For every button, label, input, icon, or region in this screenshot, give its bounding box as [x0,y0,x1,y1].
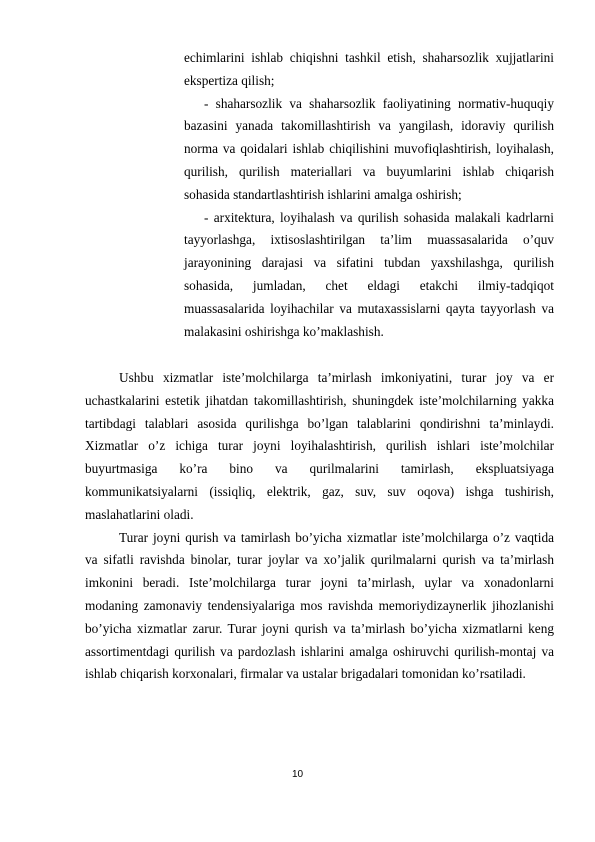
list-item: - shaharsozlik va shaharsozlik faoliyatining normativ-huquqiy bazasini yanada takomillashtirish va yangilash, idoraviy qurilish norma va qoidalari ishlab chiqilishini muvofiqlashtirish, loyihalash, qurilish, qurilish materiallari va buyumlarini ishlab chiqarish sohasida standartlashtirish ishlarini amalga oshirish; [184,95,554,202]
indented-list-block [184,47,554,343]
page-number: 10 [291,769,304,780]
body-text [85,367,554,686]
list-continuation: echimlarini ishlab chiqishni tashkil etish, shaharsozlik xujjatlarini ekspertiza qilish; [184,50,554,88]
list-item: - arxitektura, loyihalash va qurilish sohasida malakali kadrlarni tayyorlashga, ixtisoslashtirilgan ta’lim muassasalarida o’quv jarayonining darajasi va sifatini tubdan yaxshilashga, qurilish sohasida, jumladan, chet eldagi etakchi ilmiy-tadqiqot muassasalarida loyihachilar va mutaxassislarni qayta tayyorlash va malakasini oshirishga ko’maklashish. [184,209,554,339]
paragraph: Turar joyni qurish va tamirlash bo’yicha xizmatlar iste’molchilarga o’z vaqtida va sifatli ravishda binolar, turar joylar va xo’jalik qurilmalarni qurish va ta’mirlash imkonini beradi. Iste’molchilarga turar joyni ta’mirlash, uylar va xonadonlarni modaning zamonaviy tendensiyalariga mos ravishda memoriydizaynerlik jihozlanishi bo’yicha xizmatlar zarur. Turar joyni qurish va ta’mirlash bo’yicha xizmatlarni keng assortimentdagi qurilish va pardozlash ishlarini amalga oshiruvchi qurilish-montaj va ishlab chiqarish korxonalari, firmalar va ustalar brigadalari tomonidan ko’rsatiladi. [85,529,554,682]
paragraph: Ushbu xizmatlar iste’molchilarga ta’mirlash imkoniyatini, turar joy va er uchastkalarini estetik jihatdan takomillashtirish, shuningdek iste’molchilarning yakka tartibdagi talablari asosida qurilishga bo’lgan talablarini qondirishni ta’minlaydi. Xizmatlar o’z ichiga turar joyni loyihalashtirish, qurilish ishlari iste’molchilar buyurtmasiga ko’ra bino va qurilmalarini tamirlash, ekspluatsiyaga kommunikatsiyalarni (issiqliq, elektrik, gaz, suv, suv oqova) ishga tushirish, maslahatlarini oladi. [85,370,554,522]
